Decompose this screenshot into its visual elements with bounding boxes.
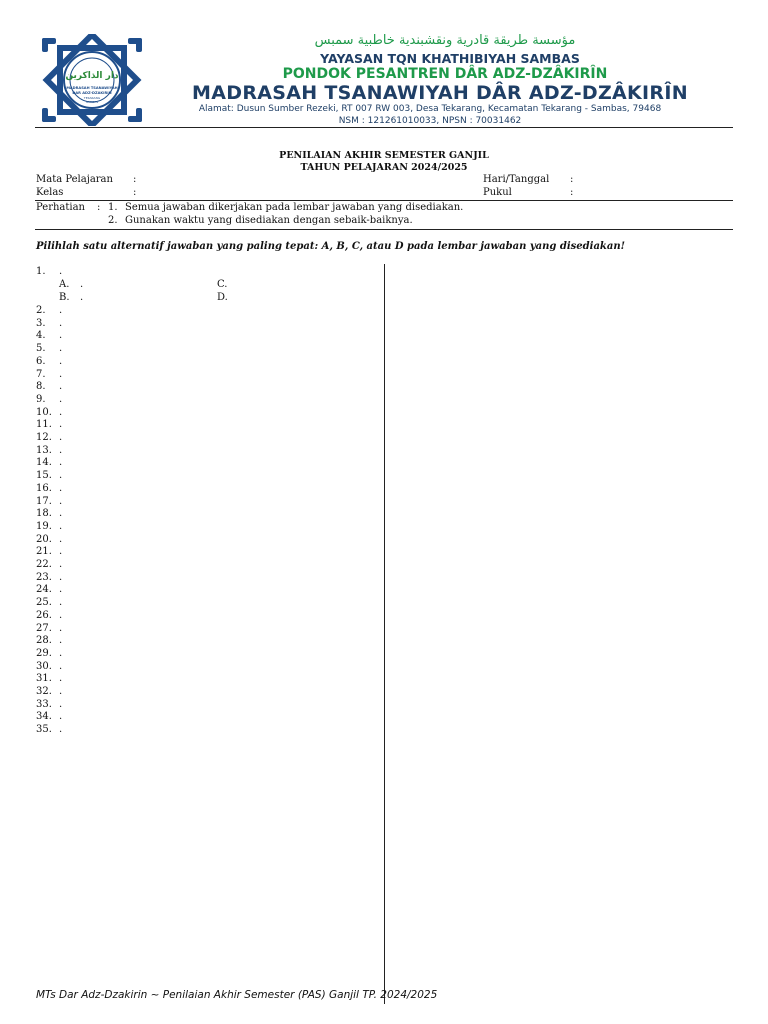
question-text: . xyxy=(59,393,63,405)
question-text: . xyxy=(59,508,63,520)
fields-divider xyxy=(35,200,733,201)
question-text: . xyxy=(59,317,63,329)
question-number: 20. xyxy=(36,533,52,545)
school-name: MADRASAH TSANAWIYAH DÂR ADZ-DZÂKIRÎN xyxy=(192,82,688,104)
question-number: 32. xyxy=(36,686,52,697)
question-number: 3. xyxy=(36,317,46,329)
question-number: 18. xyxy=(36,508,52,520)
question-number: 23. xyxy=(36,571,52,583)
question-number: 29. xyxy=(36,647,52,659)
question-number: 13. xyxy=(36,444,52,456)
question-text: . xyxy=(59,330,63,342)
exam-title: PENILAIAN AKHIR SEMESTER GANJIL xyxy=(279,150,489,161)
question-number: 2. xyxy=(36,305,46,316)
question-text: . xyxy=(59,457,63,469)
question-text: . xyxy=(59,406,63,418)
question-text: . xyxy=(59,444,63,456)
option-c-label: C. xyxy=(217,279,228,290)
question-number: 8. xyxy=(36,381,46,393)
question-number: 14. xyxy=(36,457,52,469)
question-text: . xyxy=(59,355,63,367)
school-ids: NSM : 121261010033, NPSN : 70031462 xyxy=(338,116,522,126)
arabic-foundation-name: مؤسسة طريقة قادرية ونقشبندية خاطبية سمبس xyxy=(314,33,576,48)
exam-year: TAHUN PELAJARAN 2024/2025 xyxy=(300,162,468,173)
question-number: 30. xyxy=(36,660,52,672)
option-d-label: D. xyxy=(217,292,228,303)
foundation-name: YAYASAN TQN KHATHIBIYAH SAMBAS xyxy=(320,51,580,66)
question-number: 7. xyxy=(36,368,46,380)
question-text: . xyxy=(59,622,63,634)
hari-colon: : xyxy=(570,174,574,185)
question-number: 4. xyxy=(36,330,46,342)
question-text: . xyxy=(59,368,63,380)
question-text: . xyxy=(59,584,63,596)
question-text: . xyxy=(59,686,63,697)
question-number: 34. xyxy=(36,711,52,723)
kelas-colon: : xyxy=(133,187,137,198)
question-text: . xyxy=(59,419,63,431)
question-number: 22. xyxy=(36,559,52,570)
pukul-colon: : xyxy=(570,187,574,198)
question-text: . xyxy=(59,724,63,736)
question-number: 11. xyxy=(36,419,52,431)
question-text: . xyxy=(59,495,63,507)
perhatian-colon: : xyxy=(97,202,101,213)
header-divider xyxy=(35,127,733,128)
perhatian-item-1: Semua jawaban dikerjakan pada lembar jawaban yang disediakan. xyxy=(125,202,464,213)
question-number: 31. xyxy=(36,673,52,685)
question-text: . xyxy=(59,673,63,685)
question-number: 27. xyxy=(36,622,52,634)
mapel-label: Mata Pelajaran xyxy=(36,174,113,185)
question-text: . xyxy=(59,470,63,482)
column-divider xyxy=(384,264,385,1004)
pesantren-name: PONDOK PESANTREN DÂR ADZ-DZÂKIRÎN xyxy=(282,66,608,82)
option-a-text: . xyxy=(80,279,84,290)
kelas-label: Kelas xyxy=(36,187,64,198)
question-text: . xyxy=(59,609,63,621)
question-number: 12. xyxy=(36,432,52,443)
question-number: 21. xyxy=(36,546,52,558)
question-number: 6. xyxy=(36,355,46,367)
question-text: . xyxy=(59,660,63,672)
question-text: . xyxy=(59,571,63,583)
question-text: . xyxy=(59,482,63,494)
school-logo xyxy=(38,34,146,126)
question-text: . xyxy=(59,381,63,393)
question-text: . xyxy=(59,305,63,316)
perhatian-item-1-num: 1. xyxy=(108,202,118,213)
perhatian-divider xyxy=(35,229,733,230)
question-number: 10. xyxy=(36,406,52,418)
question-number: 35. xyxy=(36,724,52,736)
logo-arabic-text: دار الذاكرين xyxy=(65,71,119,81)
perhatian-label: Perhatian xyxy=(36,202,85,213)
question-text: . xyxy=(59,647,63,659)
logo-ring-line2: DAR ADZ-DZAKIRIN xyxy=(72,91,112,95)
question-text: . xyxy=(59,559,63,570)
logo-ring-line1: MADRASAH TSANAWIYAH xyxy=(66,86,118,90)
question-text: . xyxy=(59,546,63,558)
mapel-colon: : xyxy=(133,174,137,185)
question-number: 33. xyxy=(36,698,52,710)
question-text: . xyxy=(59,432,63,443)
instruction: Pilihlah satu alternatif jawaban yang paling tepat: A, B, C, atau D pada lembar jawaban yang disediakan! xyxy=(36,241,625,252)
question-number: 5. xyxy=(36,343,46,355)
question-number: 16. xyxy=(36,482,52,494)
perhatian-item-2-num: 2. xyxy=(108,215,118,226)
school-address: Alamat: Dusun Sumber Rezeki, RT 007 RW 003, Desa Tekarang, Kecamatan Tekarang - Sambas, 79468 xyxy=(198,104,662,114)
question-number: 15. xyxy=(36,470,52,482)
question-text: . xyxy=(59,711,63,723)
hari-label: Hari/Tanggal xyxy=(483,174,550,185)
option-a-label: A. xyxy=(59,279,70,290)
question-text: . xyxy=(59,533,63,545)
question-text: . xyxy=(59,635,63,647)
question-1-number: 1. xyxy=(36,266,46,277)
question-number: 19. xyxy=(36,520,52,532)
perhatian-item-2: Gunakan waktu yang disediakan dengan sebaik-baiknya. xyxy=(125,215,413,226)
question-1-text: . xyxy=(59,266,63,277)
option-b-label: B. xyxy=(59,292,70,303)
question-text: . xyxy=(59,597,63,609)
question-text: . xyxy=(59,520,63,532)
question-number: 9. xyxy=(36,393,46,405)
question-text: . xyxy=(59,343,63,355)
question-number: 28. xyxy=(36,635,52,647)
question-number: 24. xyxy=(36,584,52,596)
question-text: . xyxy=(59,698,63,710)
question-number: 26. xyxy=(36,609,52,621)
footer: MTs Dar Adz-Dzakirin ~ Penilaian Akhir Semester (PAS) Ganjil TP. 2024/2025 xyxy=(36,989,438,1001)
question-number: 17. xyxy=(36,495,52,507)
logo-ring-line3: TEKARANG xyxy=(83,96,101,100)
logo-ring-line4: SAMBAS xyxy=(85,100,99,104)
option-b-text: . xyxy=(80,292,84,303)
pukul-label: Pukul xyxy=(483,187,512,198)
question-number: 25. xyxy=(36,597,52,609)
